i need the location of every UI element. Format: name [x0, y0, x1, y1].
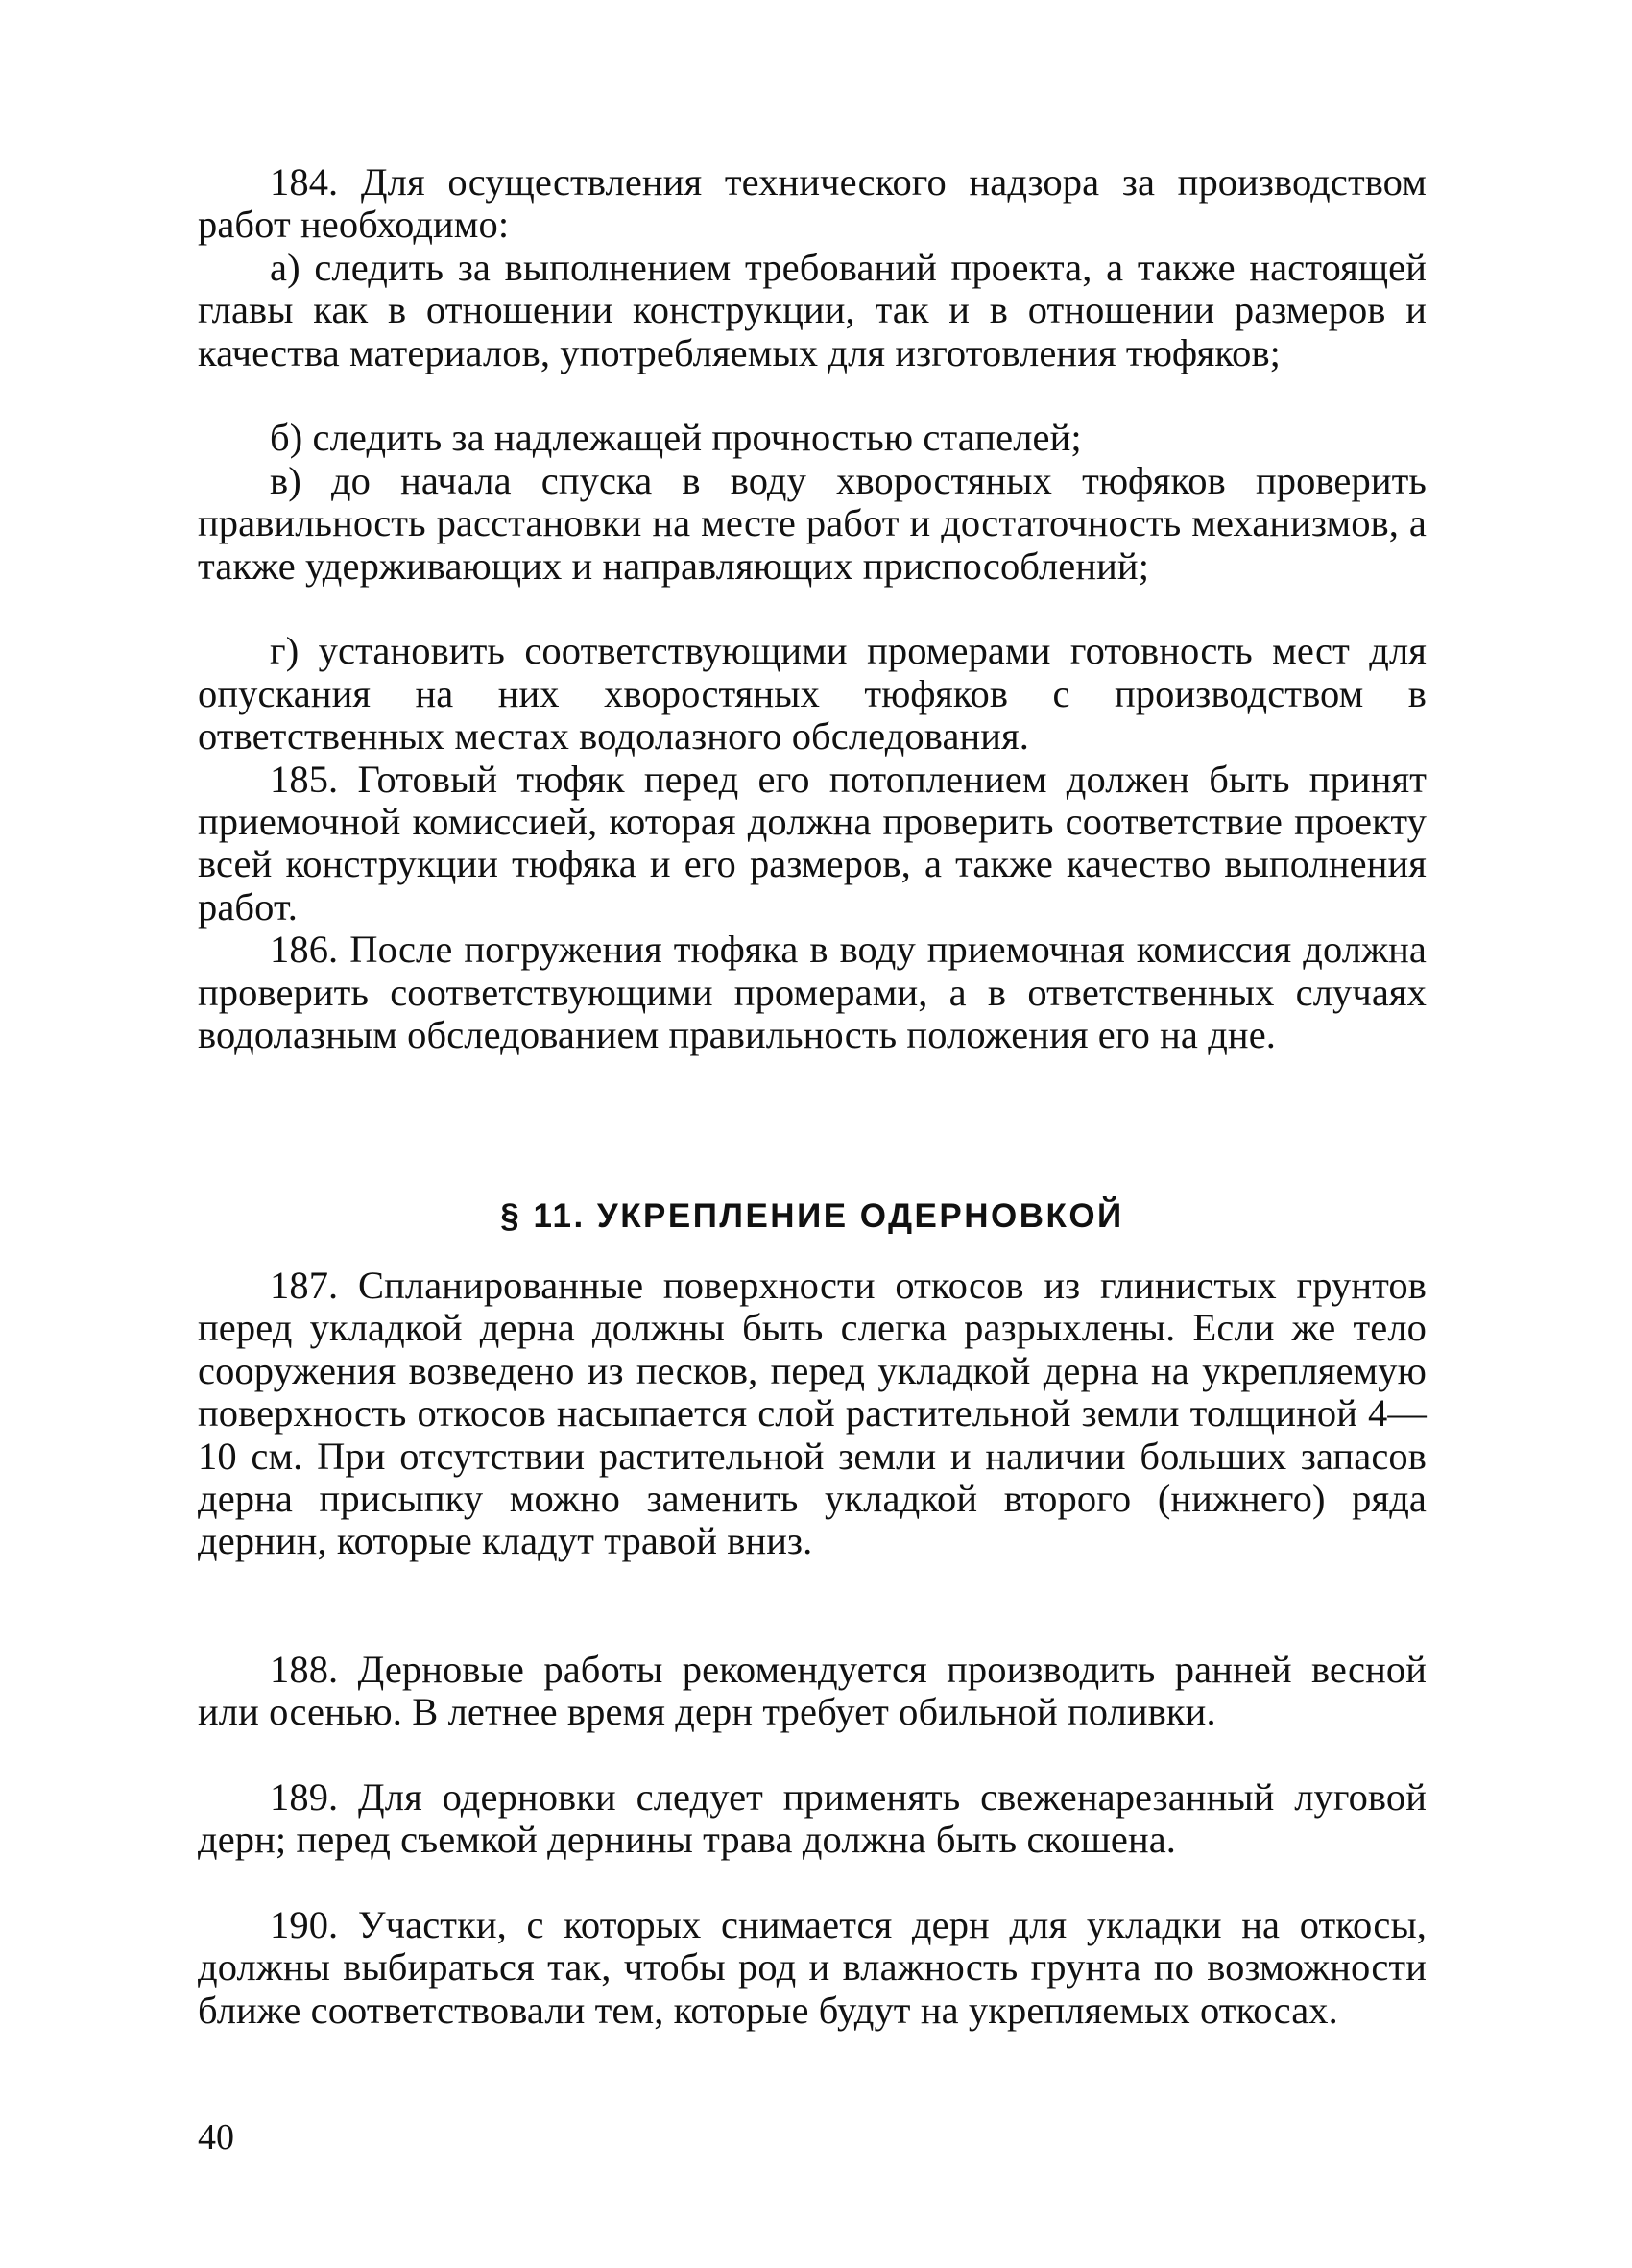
page-number: 40 — [198, 2117, 234, 2158]
paragraph-190: 190. Участки, с которых снимается дерн для укладки на откосы, должны выбираться так, чтобы род и влажность грунта по возможности ближе соответствовали тем, которые будут на укрепляемых откосах. — [198, 1903, 1427, 2032]
document-page — [198, 161, 1427, 2168]
paragraph-186: 186. После погружения тюфяка в воду приемочная комиссия должна проверить соответствующими промерами, а в ответственных случаях водолазным обследованием правильность положения его на дне. — [198, 928, 1427, 1056]
paragraph-185: 185. Готовый тюфяк перед его потоплением должен быть принят приемочной комиссией, которая должна проверить соответствие проекту всей конструкции тюфяка и его размеров, а также качество выполнения работ. — [198, 757, 1427, 929]
paragraph-184-item-a: а) следить за выполнением требований проекта, а также настоящей главы как в отношении конструкции, так и в отношении размеров и качества материалов, употребляемых для изготовления тюфяков; — [198, 245, 1427, 374]
paragraph-184-item-b: б) следить за надлежащей прочностью стапелей; — [270, 416, 1082, 460]
paragraph-188: 188. Дерновые работы рекомендуется производить ранней весной или осенью. В летнее время дерн требует обильной поливки. — [198, 1647, 1427, 1733]
paragraph-189: 189. Для одерновки следует применять свеженарезанный луговой дерн; перед съемкой дернины трава должна быть скошена. — [198, 1774, 1427, 1862]
paragraph-187: 187. Спланированные поверхности откосов из глинистых грунтов перед укладкой дерна должны быть слегка разрыхлены. Если же тело сооружения возведено из песков, перед укладкой дерна на укрепляемую поверхность откосов насыпается слой растительной земли толщиной 4—10 см. При отсутствии растительной земли и наличии больших запасов дерна присыпку можно заменить укладкой второго (нижнего) ряда дернин, которые кладут травой вниз. — [198, 1264, 1427, 1563]
paragraph-184-item-g: г) установить соответствующими промерами готовность мест для опускания на них хворостяных тюфяков с производством в ответственных местах водолазного обследования. — [198, 629, 1427, 759]
paragraph-184: 184. Для осуществления технического надзора за производством работ необходимо: — [198, 160, 1427, 247]
section-heading: § 11. УКРЕПЛЕНИЕ ОДЕРНОВКОЙ — [500, 1197, 1124, 1235]
paragraph-184-item-v: в) до начала спуска в воду хворостяных тюфяков проверить правильность расстановки на месте работ и достаточность механизмов, а также удерживающих и направляющих приспособлений; — [198, 458, 1427, 588]
